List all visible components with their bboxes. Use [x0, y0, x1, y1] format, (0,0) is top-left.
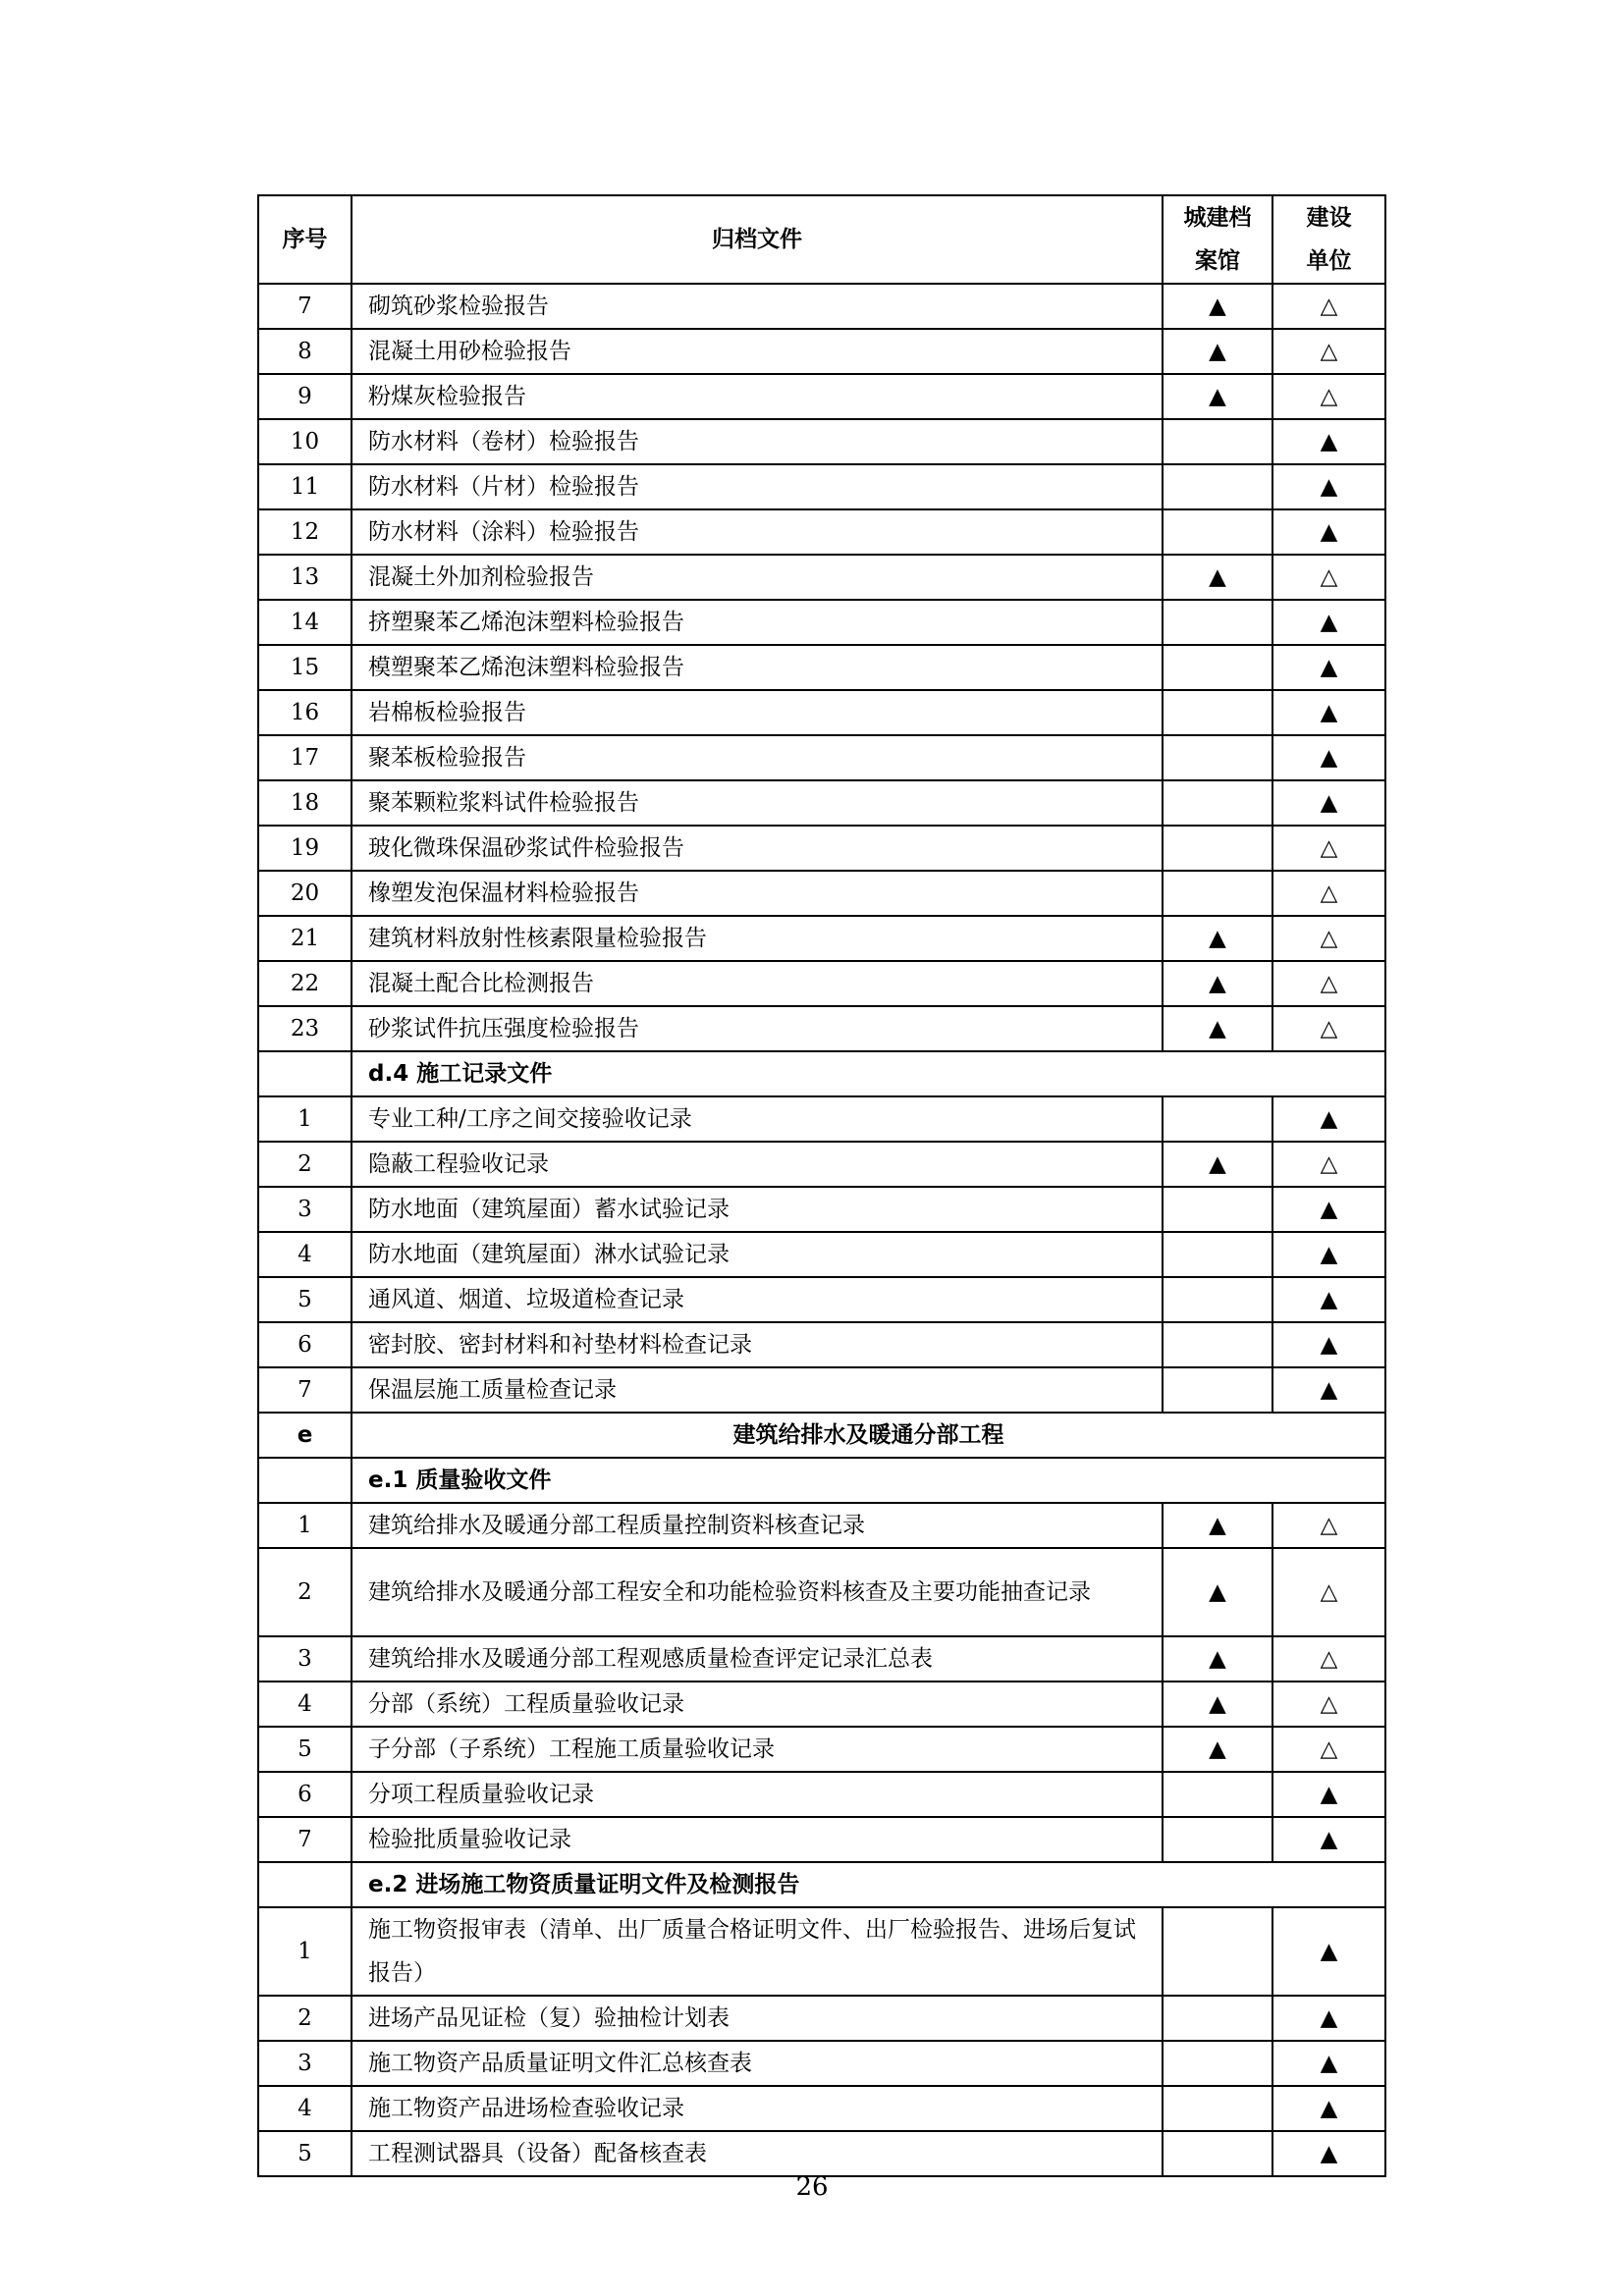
- row-file-name: 保温层施工质量检查记录: [352, 1367, 1163, 1413]
- row-file-name: 聚苯颗粒浆料试件检验报告: [352, 780, 1163, 826]
- row-builder-mark: ▲: [1272, 1367, 1385, 1413]
- row-builder-mark: ▲: [1272, 690, 1385, 735]
- row-builder-mark: △: [1272, 871, 1385, 916]
- row-builder-mark: ▲: [1272, 2041, 1385, 2086]
- section-row: [258, 1862, 1385, 1907]
- row-builder-mark: △: [1272, 916, 1385, 961]
- row-builder-mark: △: [1272, 1636, 1385, 1682]
- page-number: 26: [795, 2172, 829, 2202]
- row-builder-mark: ▲: [1272, 1096, 1385, 1142]
- table-row: [258, 555, 1385, 600]
- section-row: [258, 1051, 1385, 1096]
- row-file-name: 防水材料（卷材）检验报告: [352, 419, 1163, 464]
- table-row: [258, 826, 1385, 871]
- row-no: 2: [258, 1548, 352, 1636]
- row-archive-mark: [1163, 1232, 1272, 1277]
- row-file-name: 粉煤灰检验报告: [352, 374, 1163, 419]
- row-archive-mark: ▲: [1163, 1636, 1272, 1682]
- row-no: 7: [258, 284, 352, 329]
- row-builder-mark: ▲: [1272, 600, 1385, 645]
- header-no: 序号: [258, 195, 352, 284]
- section-no-cell: [258, 1862, 352, 1907]
- header-builder-line1: 建设: [1306, 205, 1352, 231]
- row-builder-mark: ▲: [1272, 1996, 1385, 2041]
- row-builder-mark: ▲: [1272, 464, 1385, 509]
- row-archive-mark: [1163, 2131, 1272, 2176]
- row-archive-mark: [1163, 1367, 1272, 1413]
- row-archive-mark: ▲: [1163, 1727, 1272, 1772]
- row-file-name: 建筑给排水及暖通分部工程观感质量检查评定记录汇总表: [352, 1636, 1163, 1682]
- row-no: 16: [258, 690, 352, 735]
- row-archive-mark: ▲: [1163, 555, 1272, 600]
- row-file-name: 防水地面（建筑屋面）蓄水试验记录: [352, 1187, 1163, 1232]
- row-file-name: 检验批质量验收记录: [352, 1817, 1163, 1862]
- table-row: [258, 284, 1385, 329]
- row-file-name: 模塑聚苯乙烯泡沫塑料检验报告: [352, 645, 1163, 690]
- row-archive-mark: ▲: [1163, 916, 1272, 961]
- row-no: 12: [258, 509, 352, 555]
- row-no: 17: [258, 735, 352, 780]
- row-archive-mark: ▲: [1163, 961, 1272, 1006]
- row-file-name: 橡塑发泡保温材料检验报告: [352, 871, 1163, 916]
- row-no: 4: [258, 2086, 352, 2131]
- table-row: [258, 1907, 1385, 1996]
- part-title: 建筑给排水及暖通分部工程: [352, 1413, 1385, 1458]
- row-archive-mark: ▲: [1163, 284, 1272, 329]
- row-archive-mark: [1163, 826, 1272, 871]
- row-no: 21: [258, 916, 352, 961]
- row-file-name: 挤塑聚苯乙烯泡沫塑料检验报告: [352, 600, 1163, 645]
- row-no: 3: [258, 1636, 352, 1682]
- row-no: 15: [258, 645, 352, 690]
- row-archive-mark: [1163, 735, 1272, 780]
- row-builder-mark: △: [1272, 1142, 1385, 1187]
- table-row: [258, 2131, 1385, 2176]
- row-builder-mark: ▲: [1272, 1907, 1385, 1996]
- row-no: 7: [258, 1367, 352, 1413]
- table-row: [258, 780, 1385, 826]
- row-archive-mark: [1163, 509, 1272, 555]
- row-builder-mark: ▲: [1272, 1772, 1385, 1817]
- header-builder: [1272, 195, 1385, 284]
- row-file-name: 建筑给排水及暖通分部工程安全和功能检验资料核查及主要功能抽查记录: [352, 1548, 1163, 1636]
- table-row: [258, 690, 1385, 735]
- row-archive-mark: [1163, 1096, 1272, 1142]
- row-builder-mark: ▲: [1272, 1232, 1385, 1277]
- row-archive-mark: ▲: [1163, 374, 1272, 419]
- row-builder-mark: △: [1272, 284, 1385, 329]
- row-no: 1: [258, 1907, 352, 1996]
- row-builder-mark: ▲: [1272, 645, 1385, 690]
- row-no: 2: [258, 1996, 352, 2041]
- row-archive-mark: [1163, 1996, 1272, 2041]
- row-builder-mark: △: [1272, 1548, 1385, 1636]
- table-row: [258, 2041, 1385, 2086]
- row-file-name: 进场产品见证检（复）验抽检计划表: [352, 1996, 1163, 2041]
- row-archive-mark: [1163, 1277, 1272, 1322]
- section-title: d.4 施工记录文件: [352, 1051, 1385, 1096]
- header-archive-line2: 案馆: [1195, 248, 1240, 274]
- row-file-name: 建筑材料放射性核素限量检验报告: [352, 916, 1163, 961]
- row-no: 18: [258, 780, 352, 826]
- table-row: [258, 916, 1385, 961]
- row-archive-mark: [1163, 645, 1272, 690]
- row-file-name: 防水地面（建筑屋面）淋水试验记录: [352, 1232, 1163, 1277]
- row-file-name: 工程测试器具（设备）配备核查表: [352, 2131, 1163, 2176]
- section-no-cell: [258, 1458, 352, 1503]
- row-no: 8: [258, 329, 352, 374]
- table-row: [258, 1727, 1385, 1772]
- row-archive-mark: ▲: [1163, 1503, 1272, 1548]
- row-archive-mark: ▲: [1163, 329, 1272, 374]
- row-no: 5: [258, 2131, 352, 2176]
- row-builder-mark: ▲: [1272, 419, 1385, 464]
- row-builder-mark: ▲: [1272, 509, 1385, 555]
- row-archive-mark: ▲: [1163, 1006, 1272, 1051]
- row-file-name: 密封胶、密封材料和衬垫材料检查记录: [352, 1322, 1163, 1367]
- table-row: [258, 871, 1385, 916]
- table-row: [258, 1817, 1385, 1862]
- row-builder-mark: ▲: [1272, 2086, 1385, 2131]
- row-no: 14: [258, 600, 352, 645]
- header-archive-line1: 城建档: [1183, 205, 1252, 231]
- row-builder-mark: ▲: [1272, 1187, 1385, 1232]
- table-row: [258, 1996, 1385, 2041]
- row-file-name: 混凝土外加剂检验报告: [352, 555, 1163, 600]
- row-file-name: 施工物资报审表（清单、出厂质量合格证明文件、出厂检验报告、进场后复试报告）: [352, 1907, 1163, 1996]
- table-row: [258, 1322, 1385, 1367]
- row-archive-mark: [1163, 1907, 1272, 1996]
- table-row: [258, 1096, 1385, 1142]
- row-no: 9: [258, 374, 352, 419]
- header-file: 归档文件: [352, 195, 1163, 284]
- row-archive-mark: [1163, 2041, 1272, 2086]
- table-row: [258, 509, 1385, 555]
- row-file-name: 聚苯板检验报告: [352, 735, 1163, 780]
- row-archive-mark: ▲: [1163, 1142, 1272, 1187]
- table-row: [258, 1682, 1385, 1727]
- row-file-name: 隐蔽工程验收记录: [352, 1142, 1163, 1187]
- table-row: [258, 1187, 1385, 1232]
- row-builder-mark: ▲: [1272, 735, 1385, 780]
- row-file-name: 施工物资产品进场检查验收记录: [352, 2086, 1163, 2131]
- row-builder-mark: △: [1272, 1006, 1385, 1051]
- row-no: 10: [258, 419, 352, 464]
- row-builder-mark: ▲: [1272, 1322, 1385, 1367]
- row-file-name: 岩棉板检验报告: [352, 690, 1163, 735]
- row-no: 3: [258, 1187, 352, 1232]
- row-builder-mark: △: [1272, 329, 1385, 374]
- section-title: e.2 进场施工物资质量证明文件及检测报告: [352, 1862, 1385, 1907]
- row-archive-mark: [1163, 871, 1272, 916]
- table-row: [258, 600, 1385, 645]
- row-builder-mark: △: [1272, 555, 1385, 600]
- section-no-cell: [258, 1051, 352, 1096]
- table-row: [258, 1277, 1385, 1322]
- table-row: [258, 1548, 1385, 1636]
- row-archive-mark: [1163, 2086, 1272, 2131]
- table-row: [258, 1503, 1385, 1548]
- row-file-name: 分项工程质量验收记录: [352, 1772, 1163, 1817]
- row-archive-mark: [1163, 1322, 1272, 1367]
- table-header-row: [258, 195, 1385, 284]
- row-file-name: 防水材料（涂料）检验报告: [352, 509, 1163, 555]
- row-archive-mark: [1163, 1817, 1272, 1862]
- row-builder-mark: △: [1272, 374, 1385, 419]
- section-title: e.1 质量验收文件: [352, 1458, 1385, 1503]
- table-row: [258, 464, 1385, 509]
- row-no: 5: [258, 1727, 352, 1772]
- row-no: 11: [258, 464, 352, 509]
- row-no: 23: [258, 1006, 352, 1051]
- row-builder-mark: △: [1272, 1727, 1385, 1772]
- table-row: [258, 1636, 1385, 1682]
- table-row: [258, 329, 1385, 374]
- row-file-name: 建筑给排水及暖通分部工程质量控制资料核查记录: [352, 1503, 1163, 1548]
- row-builder-mark: ▲: [1272, 2131, 1385, 2176]
- part-row: [258, 1413, 1385, 1458]
- table-row: [258, 961, 1385, 1006]
- row-no: 5: [258, 1277, 352, 1322]
- table-row: [258, 419, 1385, 464]
- row-file-name: 砂浆试件抗压强度检验报告: [352, 1006, 1163, 1051]
- row-archive-mark: [1163, 419, 1272, 464]
- row-archive-mark: [1163, 600, 1272, 645]
- row-file-name: 施工物资产品质量证明文件汇总核查表: [352, 2041, 1163, 2086]
- row-builder-mark: ▲: [1272, 1817, 1385, 1862]
- table-row: [258, 1006, 1385, 1051]
- row-builder-mark: △: [1272, 1682, 1385, 1727]
- row-no: 4: [258, 1682, 352, 1727]
- row-no: 3: [258, 2041, 352, 2086]
- row-archive-mark: ▲: [1163, 1548, 1272, 1636]
- row-file-name: 砌筑砂浆检验报告: [352, 284, 1163, 329]
- row-builder-mark: △: [1272, 961, 1385, 1006]
- part-no: e: [258, 1413, 352, 1458]
- row-no: 1: [258, 1096, 352, 1142]
- row-file-name: 专业工种/工序之间交接验收记录: [352, 1096, 1163, 1142]
- row-file-name: 分部（系统）工程质量验收记录: [352, 1682, 1163, 1727]
- row-archive-mark: [1163, 1772, 1272, 1817]
- table-row: [258, 1232, 1385, 1277]
- row-no: 6: [258, 1772, 352, 1817]
- archive-file-table: [257, 194, 1386, 2177]
- row-no: 22: [258, 961, 352, 1006]
- row-no: 2: [258, 1142, 352, 1187]
- row-file-name: 混凝土配合比检测报告: [352, 961, 1163, 1006]
- table-row: [258, 1367, 1385, 1413]
- row-no: 20: [258, 871, 352, 916]
- row-no: 6: [258, 1322, 352, 1367]
- row-file-name: 通风道、烟道、垃圾道检查记录: [352, 1277, 1163, 1322]
- row-archive-mark: [1163, 1187, 1272, 1232]
- row-archive-mark: [1163, 780, 1272, 826]
- row-no: 13: [258, 555, 352, 600]
- row-file-name: 防水材料（片材）检验报告: [352, 464, 1163, 509]
- table-row: [258, 2086, 1385, 2131]
- row-no: 19: [258, 826, 352, 871]
- row-archive-mark: [1163, 464, 1272, 509]
- table-row: [258, 1142, 1385, 1187]
- row-builder-mark: ▲: [1272, 1277, 1385, 1322]
- row-builder-mark: △: [1272, 826, 1385, 871]
- row-builder-mark: ▲: [1272, 780, 1385, 826]
- row-no: 7: [258, 1817, 352, 1862]
- table-row: [258, 735, 1385, 780]
- table-row: [258, 374, 1385, 419]
- row-no: 4: [258, 1232, 352, 1277]
- section-row: [258, 1458, 1385, 1503]
- row-file-name: 子分部（子系统）工程施工质量验收记录: [352, 1727, 1163, 1772]
- table-row: [258, 1772, 1385, 1817]
- row-file-name: 混凝土用砂检验报告: [352, 329, 1163, 374]
- row-archive-mark: ▲: [1163, 1682, 1272, 1727]
- row-file-name: 玻化微珠保温砂浆试件检验报告: [352, 826, 1163, 871]
- header-builder-line2: 单位: [1306, 248, 1352, 274]
- row-archive-mark: [1163, 690, 1272, 735]
- table-row: [258, 645, 1385, 690]
- row-builder-mark: △: [1272, 1503, 1385, 1548]
- table-body: [258, 195, 1385, 2176]
- header-archive: [1163, 195, 1272, 284]
- row-no: 1: [258, 1503, 352, 1548]
